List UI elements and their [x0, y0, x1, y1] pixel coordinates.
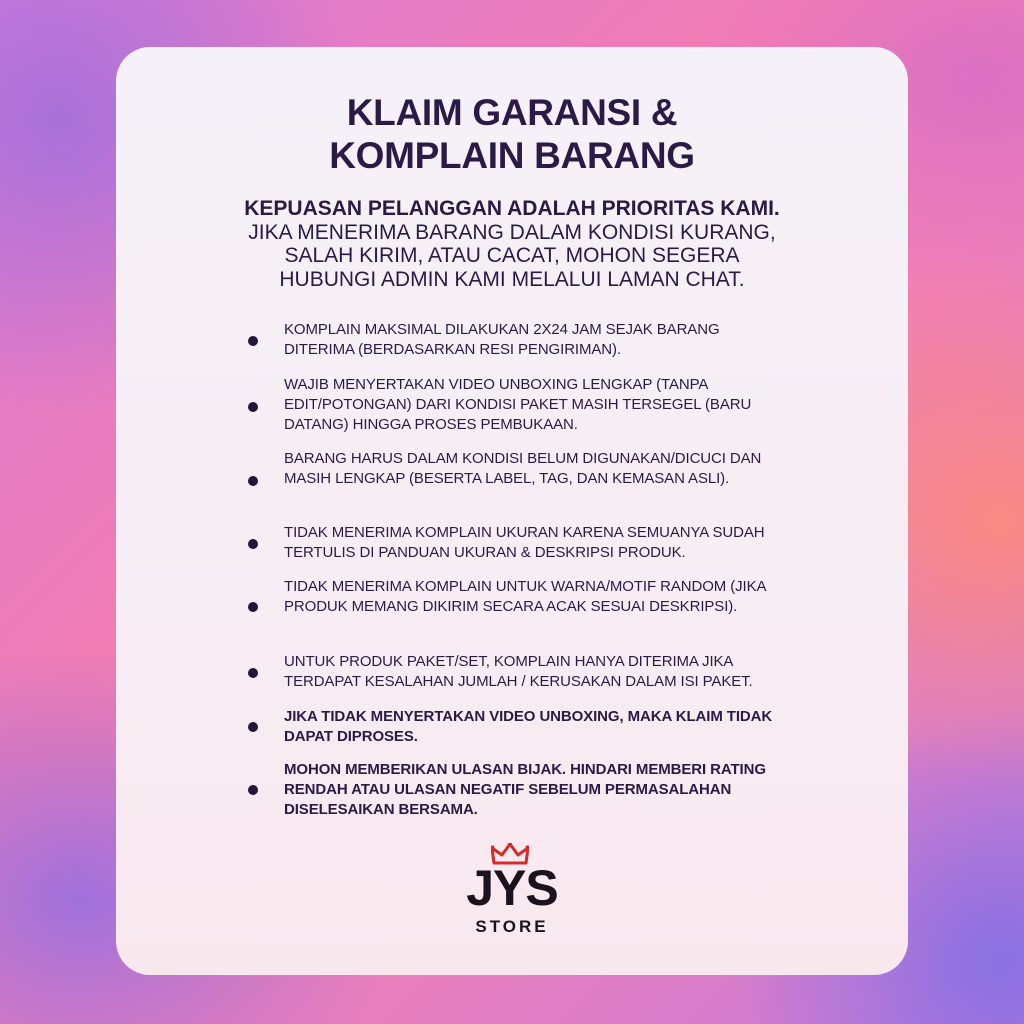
rule-item-6: UNTUK PRODUK PAKET/SET, KOMPLAIN HANYA DITERIMA JIKA TERDAPAT KESALAHAN JUMLAH / KERUSAKAN DALAM ISI PAKET.: [284, 653, 753, 690]
page-title: [116, 91, 908, 177]
bullet-icon: [248, 602, 258, 612]
intro-bold-line: KEPUASAN PELANGGAN ADALAH PRIORITAS KAMI.: [244, 197, 780, 220]
intro-line-3: HUBUNGI ADMIN KAMI MELALUI LAMAN CHAT.: [279, 267, 745, 291]
logo-brand: JYS: [466, 860, 558, 916]
rule-item-4: TIDAK MENERIMA KOMPLAIN UKURAN KARENA SEMUANYA SUDAH TERTULIS DI PANDUAN UKURAN & DESKRIPSI PRODUK.: [284, 524, 765, 561]
info-card: [116, 47, 908, 975]
rule-item-3: BARANG HARUS DALAM KONDISI BELUM DIGUNAKAN/DICUCI DAN MASIH LENGKAP (BESERTA LABEL, TAG, DAN KEMASAN ASLI).: [284, 450, 762, 487]
bullet-icon: [248, 722, 258, 732]
bullet-icon: [248, 785, 258, 795]
title-line-1: KLAIM GARANSI &: [346, 92, 678, 133]
bullet-icon: [248, 668, 258, 678]
rules-list: [116, 47, 908, 975]
intro-text: [116, 197, 908, 291]
bullet-icon: [248, 336, 258, 346]
bullet-icon: [248, 539, 258, 549]
intro-line-2: SALAH KIRIM, ATAU CACAT, MOHON SEGERA: [284, 244, 740, 267]
rule-item-5: TIDAK MENERIMA KOMPLAIN UNTUK WARNA/MOTIF RANDOM (JIKA PRODUK MEMANG DIKIRIM SECARA ACAK SESUAI DESKRIPSI).: [284, 578, 766, 615]
store-logo: [454, 843, 570, 943]
title-line-2: KOMPLAIN BARANG: [329, 135, 695, 176]
logo-subtitle: STORE: [475, 917, 549, 936]
bullet-icon: [248, 476, 258, 486]
rule-item-8: MOHON MEMBERIKAN ULASAN BIJAK. HINDARI MEMBERI RATING RENDAH ATAU ULASAN NEGATIF SEBELUM PERMASALAHAN DISELESAIKAN BERSAMA.: [284, 761, 766, 818]
rule-item-1: KOMPLAIN MAKSIMAL DILAKUKAN 2X24 JAM SEJAK BARANG DITERIMA (BERDASARKAN RESI PENGIRIMAN).: [284, 321, 720, 358]
bullet-icon: [248, 402, 258, 412]
rule-item-2: WAJIB MENYERTAKAN VIDEO UNBOXING LENGKAP (TANPA EDIT/POTONGAN) DARI KONDISI PAKET MASIH TERSEGEL (BARU DATANG) HINGGA PROSES PEMBUKAAN.: [284, 376, 752, 433]
rule-item-7: JIKA TIDAK MENYERTAKAN VIDEO UNBOXING, MAKA KLAIM TIDAK DAPAT DIPROSES.: [284, 708, 773, 745]
intro-line-1: JIKA MENERIMA BARANG DALAM KONDISI KURANG,: [248, 220, 776, 244]
